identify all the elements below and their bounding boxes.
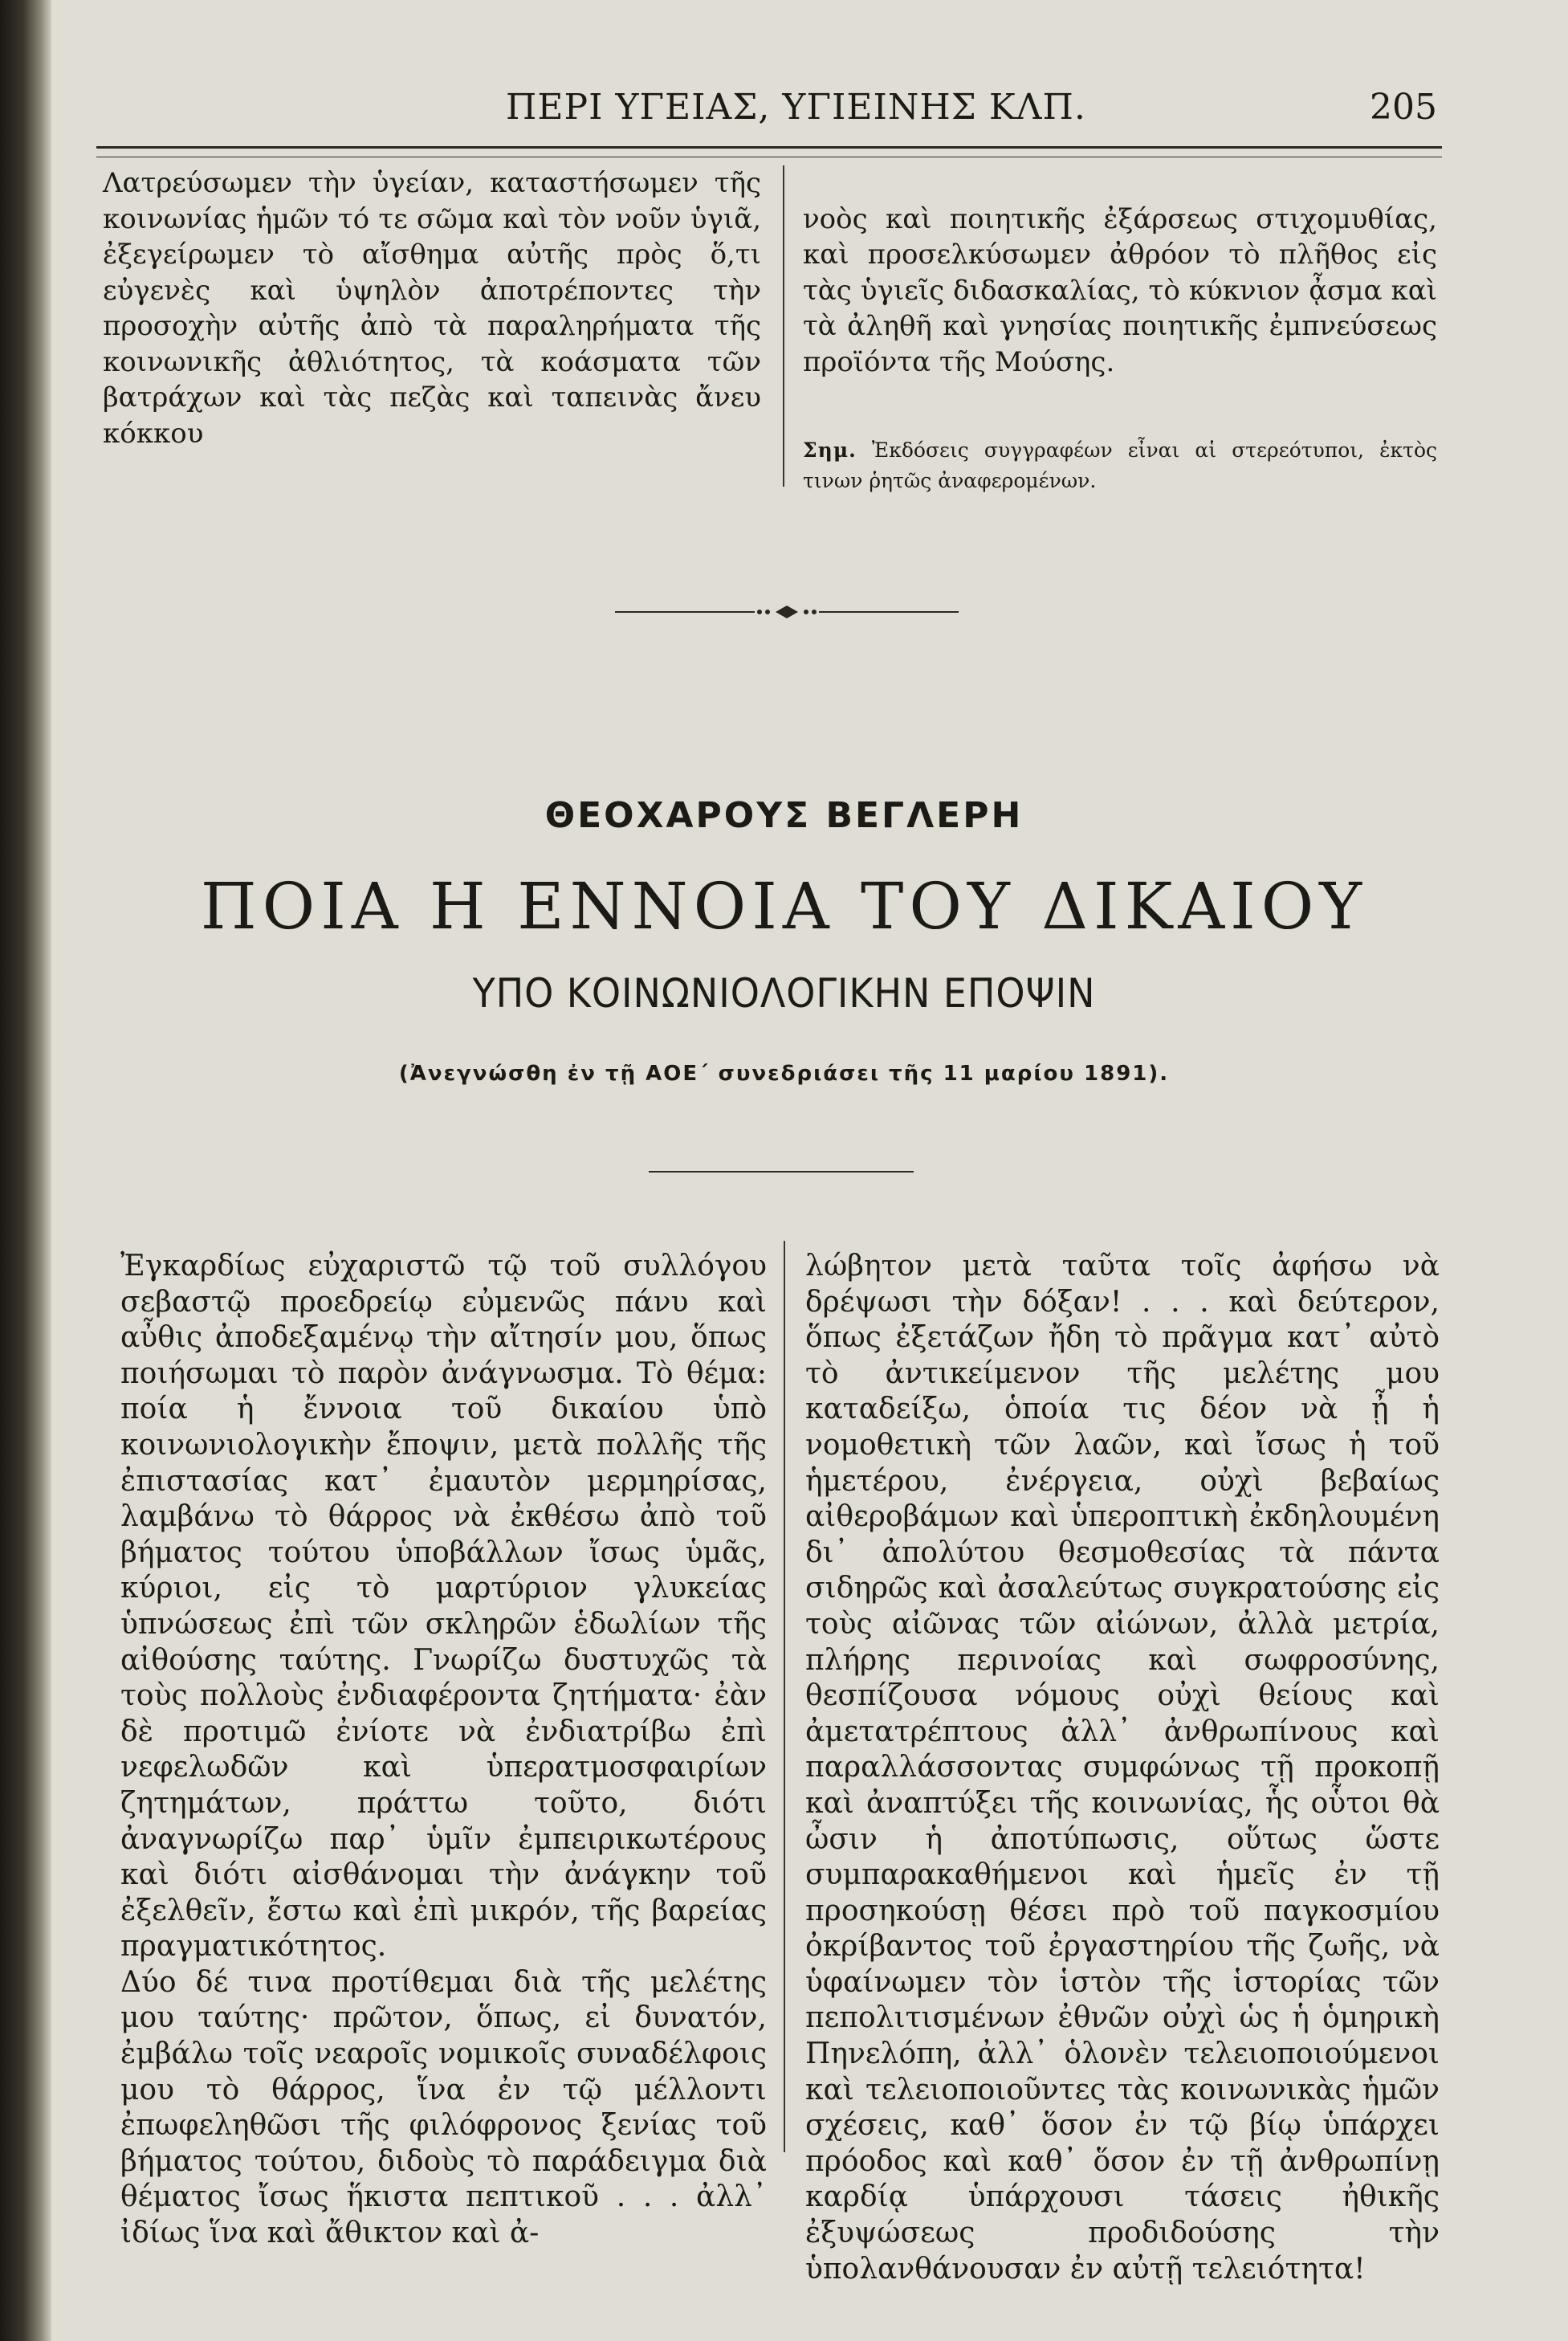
top-right-column: [803, 165, 1437, 532]
running-title: ΠΕΡΙ ΥΓΕΙΑΣ, ΥΓΙΕΙΝΗΣ ΚΛΠ.: [506, 87, 1086, 128]
top-left-column: Λατρεύσωμεν τὴν ὑγείαν, καταστήσωμεν τῆς κοινωνίας ἡμῶν τό τε σῶμα καὶ τὸν νοῦν ὑγιᾶ, ἐξεγείρωμεν τὸ αἴσθημα αὐτῆς πρὸς ὅ,τι εὐγενὲς καὶ ὑψηλὸν ἀποτρέποντες τὴν προσοχὴν αὐτῆς ἀπὸ τὰ παραληρήματα τῆς κοινωνικῆς ἀθλιότητος, τὰ κοάσματα τῶν βατράχων καὶ τὰς πεζὰς καὶ ταπεινὰς ἄνευ κόκκου: [103, 167, 761, 450]
footnote-text: Ἐκδόσεις συγγραφέων εἶναι αἱ στερεότυποι, ἐκτὸς τινων ῥητῶς ἀναφερομένων.: [803, 438, 1437, 492]
title-rule: [649, 1171, 914, 1173]
article-title: ΠΟΙΑ Η ΕΝΝΟΙΑ ΤΟΥ ΔΙΚΑΙΟΥ: [200, 869, 1368, 944]
section-ornament: [610, 596, 963, 628]
page-header: [104, 87, 1437, 135]
reading-note: (Ἀνεγνώσθη ἐν τῇ ΑΟΕ΄ συνεδριάσει τῆς 11 μαρίου 1891).: [398, 1062, 1170, 1086]
body-right-column: λώβητον μετὰ ταῦτα τοῖς ἀφήσω νὰ δρέψωσι τὴν δόξαν! . . . καὶ δεύτερον, ὅπως ἐξετάζων ἤδη τὸ πρᾶγμα κατ᾿ αὐτὸ τὸ ἀντικείμενον τῆς μελέτης μου καταδείξω, ὁποία τις δέον νὰ ᾖ ἡ νομοθετικὴ τῶν λαῶν, καὶ ἴσως ἡ τοῦ ἡμετέρου, ἐνέργεια, οὐχὶ βεβαίως αἰθεροβάμων καὶ ὑπεροπτικὴ ἐκδηλουμένη δι᾿ ἀπολύτου θεσμοθεσίας τὰ πάντα σιδηρῶς καὶ ἀσαλεύτως συγκρατούσης εἰς τοὺς αἰῶνας τῶν αἰώνων, ἀλλὰ μετρία, πλήρης περινοίας καὶ σωφροσύνης, θεσπίζουσα νόμους οὐχὶ θείους καὶ ἀμετατρέπτους ἀλλ᾿ ἀνθρωπίνους καὶ παραλλάσσοντας συμφώνως τῇ προκοπῇ καὶ ἀναπτύξει τῆς κοινωνίας, ἧς οὗτοι θὰ ὦσιν ἡ ἀποτύπωσις, οὕτως ὥστε συμπαρακαθήμενοι καὶ ἡμεῖς ἐν τῇ προσηκούσῃ θέσει πρὸ τοῦ παγκοσμίου ὀκρίβαντος τοῦ ἐργαστηρίου τῆς ζωῆς, νὰ ὑφαίνωμεν τὸν ἱστὸν τῆς ἱστορίας τῶν πεπολιτισμένων ἐθνῶν οὐχὶ ὡς ἡ ὁμηρικὴ Πηνελόπη, ἀλλ᾿ ὁλονὲν τελειοποιούμενοι καὶ τελειοποιοῦντες τὰς κοινωνικὰς ἡμῶν σχέσεις, καθ᾿ ὅσον ἐν τῷ βίῳ ὑπάρχει πρόοδος καὶ καθ᾿ ὅσον ἐν τῇ ἀνθρωπίνῃ καρδίᾳ ὑπάρχουσι τάσεις ἠθικῆς ἐξυψώσεως προδιδούσης τὴν ὑπολανθάνουσαν ἐν αὐτῇ τελειότητα!: [805, 1250, 1440, 2286]
column-divider-bottom: [784, 1241, 785, 2152]
footnote-label: Σημ.: [803, 438, 857, 462]
header-rule: [96, 146, 1442, 157]
column-divider-top: [783, 165, 784, 487]
book-gutter: [0, 0, 51, 2341]
top-right-text: νοὸς καὶ ποιητικῆς ἐξάρσεως στιχομυθίας, καὶ προσελκύσωμεν ἀθρόον τὸ πλῆθος εἰς τὰς ὑγιεῖς διδασκαλίας, τὸ κύκνιον ᾆσμα καὶ τὰ ἀληθῆ καὶ γνησίας ποιητικῆς ἐμπνεύσεως προϊόντα τῆς Μούσης.: [803, 202, 1437, 378]
body-left-column: Ἐγκαρδίως εὐχαριστῶ τῷ τοῦ συλλόγου σεβαστῷ προεδρείῳ εὐμενῶς πάνυ καὶ αὖθις ἀποδεξαμένῳ τὴν αἴτησίν μου, ὅπως ποιήσωμαι τὸ παρὸν ἀνάγνωσμα. Τὸ θέμα: ποία ἡ ἔννοια τοῦ δικαίου ὑπὸ κοινωνιολογικὴν ἔποψιν, μετὰ πολλῆς τῆς ἐπιστασίας κατ᾿ ἐμαυτὸν μερμηρίσας, λαμβάνω τὸ θάρρος νὰ ἐκθέσω ἀπὸ τοῦ βήματος τούτου ὑποβάλλων ἴσως ὑμᾶς, κύριοι, εἰς τὸ μαρτύριον γλυκείας ὑπνώσεως ἐπὶ τῶν σκληρῶν ἑδωλίων τῆς αἰθούσης ταύτης. Γνωρίζω δυστυχῶς τὰ τοὺς πολλοὺς ἐνδιαφέροντα ζητήματα· ἐὰν δὲ προτιμῶ ἐνίοτε νὰ ἐνδιατρίβω ἐπὶ νεφελωδῶν καὶ ὑπερατμοσφαιρίων ζητημάτων, πράττω τοῦτο, διότι ἀναγνωρίζω παρ᾿ ὑμῖν ἐμπειρικωτέρους καὶ διότι αἰσθάνομαι τὴν ἀνάγκην τοῦ ἐξελθεῖν, ἔστω καὶ ἐπὶ μικρόν, τῆς βαρείας πραγματικότητος. Δύο δέ τινα προτίθεμαι διὰ τῆς μελέτης μου ταύτης· πρῶτον, ὅπως, εἰ δυνατόν, ἐμβάλω τοῖς νεαροῖς νομικοῖς συναδέλφοις μου τὸ θάρρος, ἵνα ἐν τῷ μέλλοντι ἐπωφεληθῶσι τῆς φιλόφρονος ξενίας τοῦ βήματος τούτου, διδοὺς τὸ παράδειγμα διὰ θέματος ἴσως ἥκιστα πεπτικοῦ . . . ἀλλ᾿ ἰδίως ἵνα καὶ ἄθικτον καὶ ἀ-: [120, 1250, 767, 2250]
article-subtitle: ΥΠΟ ΚΟΙΝΩΝΙΟΛΟΓΙΚΗΝ ΕΠΟΨΙΝ: [472, 970, 1096, 1017]
footnote: [803, 435, 1437, 496]
article-author: ΘΕΟΧΑΡΟΥΣ ΒΕΓΛΕΡΗ: [544, 795, 1024, 836]
page-number: 205: [1370, 87, 1437, 128]
